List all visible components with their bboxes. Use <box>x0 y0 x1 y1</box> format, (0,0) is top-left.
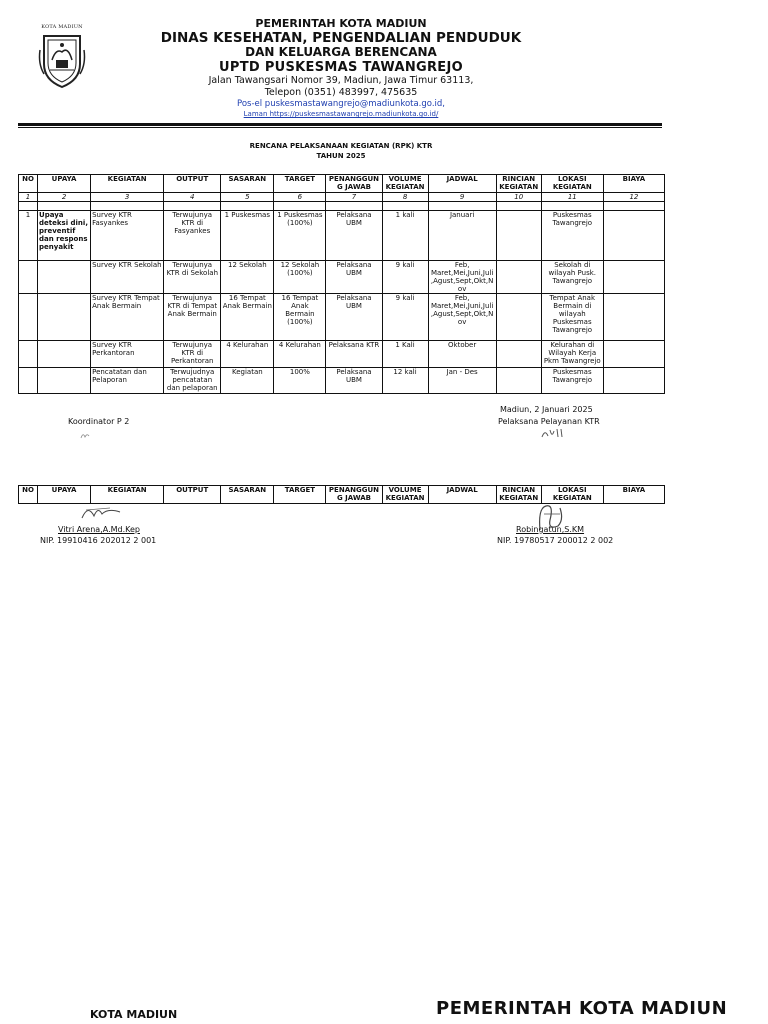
col-header-no: NO <box>19 175 38 193</box>
table-row <box>19 261 665 294</box>
cell-lokasi: Kelurahan di Wilayah Kerja Pkm Tawangrejo <box>541 341 603 368</box>
cell-volume: 9 kali <box>382 261 428 294</box>
cell-rincian <box>496 261 541 294</box>
col-number: 4 <box>164 193 221 202</box>
cell-sasaran: 4 Kelurahan <box>221 341 274 368</box>
cell-rincian <box>496 368 541 394</box>
table-row <box>19 211 665 261</box>
cell-biaya <box>603 294 664 341</box>
cell-no <box>19 368 38 394</box>
col-header-pj: PENANGGUN G JAWAB <box>326 175 382 193</box>
cell-volume: 1 kali <box>382 211 428 261</box>
cell-rincian <box>496 341 541 368</box>
col-header-biaya: BIAYA <box>603 486 664 504</box>
spacer-row <box>19 202 665 211</box>
place-date: Madiun, 2 Januari 2025 <box>500 405 593 414</box>
table-row <box>19 368 665 394</box>
letterhead-agency: DINAS KESEHATAN, PENGENDALIAN PENDUDUK <box>160 30 522 46</box>
cell-sasaran: Kegiatan <box>221 368 274 394</box>
col-number: 9 <box>428 193 496 202</box>
cell-no <box>19 341 38 368</box>
cell-output: Terwujunya KTR di Sekolah <box>164 261 221 294</box>
col-header-no: NO <box>19 486 38 504</box>
cell-pj: Pelaksana UBM <box>326 211 382 261</box>
cell-target: 16 Tempat Anak Bermain (100%) <box>274 294 326 341</box>
cell-upaya <box>38 294 91 341</box>
col-header-lokasi: LOKASI KEGIATAN <box>541 175 603 193</box>
cell-kegiatan: Pencatatan dan Pelaporan <box>91 368 164 394</box>
next-page-heading: PEMERINTAH KOTA MADIUN <box>436 998 728 1019</box>
cell-target: 12 Sekolah (100%) <box>274 261 326 294</box>
cell-pj: Pelaksana UBM <box>326 368 382 394</box>
left-signatory-name: Vitri Arena,A.Md.Kep <box>58 525 140 534</box>
col-header-sasaran: SASARAN <box>221 175 274 193</box>
col-header-output: OUTPUT <box>164 486 221 504</box>
col-header-rincian: RINCIAN KEGIATAN <box>496 175 541 193</box>
cell-jadwal: Januari <box>428 211 496 261</box>
letterhead-divider <box>18 123 662 126</box>
right-signatory-nip: NIP. 19780517 200012 2 002 <box>497 536 614 545</box>
cell-target: 100% <box>274 368 326 394</box>
cell-no <box>19 261 38 294</box>
cell-biaya <box>603 211 664 261</box>
cell-kegiatan: Survey KTR Perkantoran <box>91 341 164 368</box>
city-emblem-icon <box>36 30 88 90</box>
table-header-row <box>19 175 665 193</box>
col-header-kegiatan: KEGIATAN <box>91 175 164 193</box>
cell-no: 1 <box>19 211 38 261</box>
cell-upaya <box>38 261 91 294</box>
cell-jadwal: Feb, Maret,Mei,Juni,Juli ,Agust,Sept,Okt,N ov <box>428 294 496 341</box>
table-row <box>19 341 665 368</box>
cell-biaya <box>603 341 664 368</box>
col-header-rincian: RINCIAN KEGIATAN <box>496 486 541 504</box>
table-row <box>19 294 665 341</box>
cell-lokasi: Puskesmas Tawangrejo <box>541 368 603 394</box>
letterhead-phone: Telepon (0351) 483997, 475635 <box>264 87 418 98</box>
cell-lokasi: Tempat Anak Bermain di wilayah Puskesmas Tawangrejo <box>541 294 603 341</box>
right-signatory-role: Pelaksana Pelayanan KTR <box>498 417 600 426</box>
letterhead-email-link[interactable]: Pos-el puskesmastawangrejo@madiunkota.go.id, <box>237 99 445 109</box>
col-header-upaya: UPAYA <box>38 486 91 504</box>
document-year: TAHUN 2025 <box>316 152 366 160</box>
logo-caption: KOTA MADIUN <box>41 24 83 30</box>
signature-mark-icon <box>80 430 94 440</box>
cell-rincian <box>496 294 541 341</box>
cell-volume: 1 Kali <box>382 341 428 368</box>
letterhead-government: PEMERINTAH KOTA MADIUN <box>255 17 427 30</box>
col-header-output: OUTPUT <box>164 175 221 193</box>
cell-kegiatan: Survey KTR Sekolah <box>91 261 164 294</box>
cell-pj: Pelaksana KTR <box>326 341 382 368</box>
cell-sasaran: 16 Tempat Anak Bermain <box>221 294 274 341</box>
signature-left-icon <box>80 502 124 522</box>
cell-kegiatan: Survey KTR Tempat Anak Bermain <box>91 294 164 341</box>
col-header-upaya: UPAYA <box>38 175 91 193</box>
cell-pj: Pelaksana UBM <box>326 294 382 341</box>
col-header-sasaran: SASARAN <box>221 486 274 504</box>
letterhead-divider-thin <box>18 127 662 128</box>
cell-volume: 12 kali <box>382 368 428 394</box>
cell-sasaran: 1 Puskesmas <box>221 211 274 261</box>
letterhead-website-link[interactable]: Laman https://puskesmastawangrejo.madiunkota.go.id/ <box>243 110 439 118</box>
col-header-volume: VOLUME KEGIATAN <box>382 175 428 193</box>
col-header-biaya: BIAYA <box>603 175 664 193</box>
cell-output: Terwujudnya pencatatan dan pelaporan <box>164 368 221 394</box>
col-number: 1 <box>19 193 38 202</box>
cell-output: Terwujunya KTR di Perkantoran <box>164 341 221 368</box>
col-number: 11 <box>541 193 603 202</box>
col-number: 7 <box>326 193 382 202</box>
col-header-jadwal: JADWAL <box>428 175 496 193</box>
cell-target: 1 Puskesmas (100%) <box>274 211 326 261</box>
col-header-jadwal: JADWAL <box>428 486 496 504</box>
cell-kegiatan: Survey KTR Fasyankes <box>91 211 164 261</box>
cell-volume: 9 kali <box>382 294 428 341</box>
cell-biaya <box>603 368 664 394</box>
cell-lokasi: Puskesmas Tawangrejo <box>541 211 603 261</box>
rpk-table <box>18 174 665 394</box>
cell-biaya <box>603 261 664 294</box>
left-signatory-nip: NIP. 19910416 202012 2 001 <box>40 536 157 545</box>
col-number: 5 <box>221 193 274 202</box>
cell-upaya <box>38 341 91 368</box>
col-header-kegiatan: KEGIATAN <box>91 486 164 504</box>
col-number: 2 <box>38 193 91 202</box>
col-header-volume: VOLUME KEGIATAN <box>382 486 428 504</box>
cell-upaya: Upaya deteksi dini, preventif dan respons penyakit <box>38 211 91 261</box>
column-number-row <box>19 193 665 202</box>
col-number: 12 <box>603 193 664 202</box>
col-header-target: TARGET <box>274 175 326 193</box>
cell-no <box>19 294 38 341</box>
cell-jadwal: Feb, Maret,Mei,Juni,Juli ,Agust,Sept,Okt,N ov <box>428 261 496 294</box>
cell-output: Terwujunya KTR di Tempat Anak Bermain <box>164 294 221 341</box>
cell-sasaran: 12 Sekolah <box>221 261 274 294</box>
col-header-pj: PENANGGUN G JAWAB <box>326 486 382 504</box>
cell-jadwal: Jan - Des <box>428 368 496 394</box>
city-logo <box>36 24 88 92</box>
col-number: 8 <box>382 193 428 202</box>
cell-rincian <box>496 211 541 261</box>
cell-jadwal: Oktober <box>428 341 496 368</box>
col-number: 10 <box>496 193 541 202</box>
col-header-lokasi: LOKASI KEGIATAN <box>541 486 603 504</box>
col-number: 3 <box>91 193 164 202</box>
left-signatory-role: Koordinator P 2 <box>68 417 130 426</box>
cell-output: Terwujunya KTR di Fasyankes <box>164 211 221 261</box>
col-number: 6 <box>274 193 326 202</box>
signature-mark-icon <box>540 427 566 439</box>
cell-upaya <box>38 368 91 394</box>
col-header-target: TARGET <box>274 486 326 504</box>
letterhead-unit: UPTD PUSKESMAS TAWANGREJO <box>219 60 463 75</box>
right-signatory-name: Robingatun,S.KM <box>516 525 585 534</box>
cell-lokasi: Sekolah di wilayah Pusk. Tawangrejo <box>541 261 603 294</box>
cell-target: 4 Kelurahan <box>274 341 326 368</box>
letterhead-address: Jalan Tawangsari Nomor 39, Madiun, Jawa Timur 63113, <box>208 75 474 86</box>
document-title: RENCANA PELAKSANAAN KEGIATAN (RPK) KTR <box>249 142 433 150</box>
cell-pj: Pelaksana UBM <box>326 261 382 294</box>
next-page-logo-caption: KOTA MADIUN <box>90 1008 178 1021</box>
letterhead-agency-cont: DAN KELUARGA BERENCANA <box>245 45 437 59</box>
